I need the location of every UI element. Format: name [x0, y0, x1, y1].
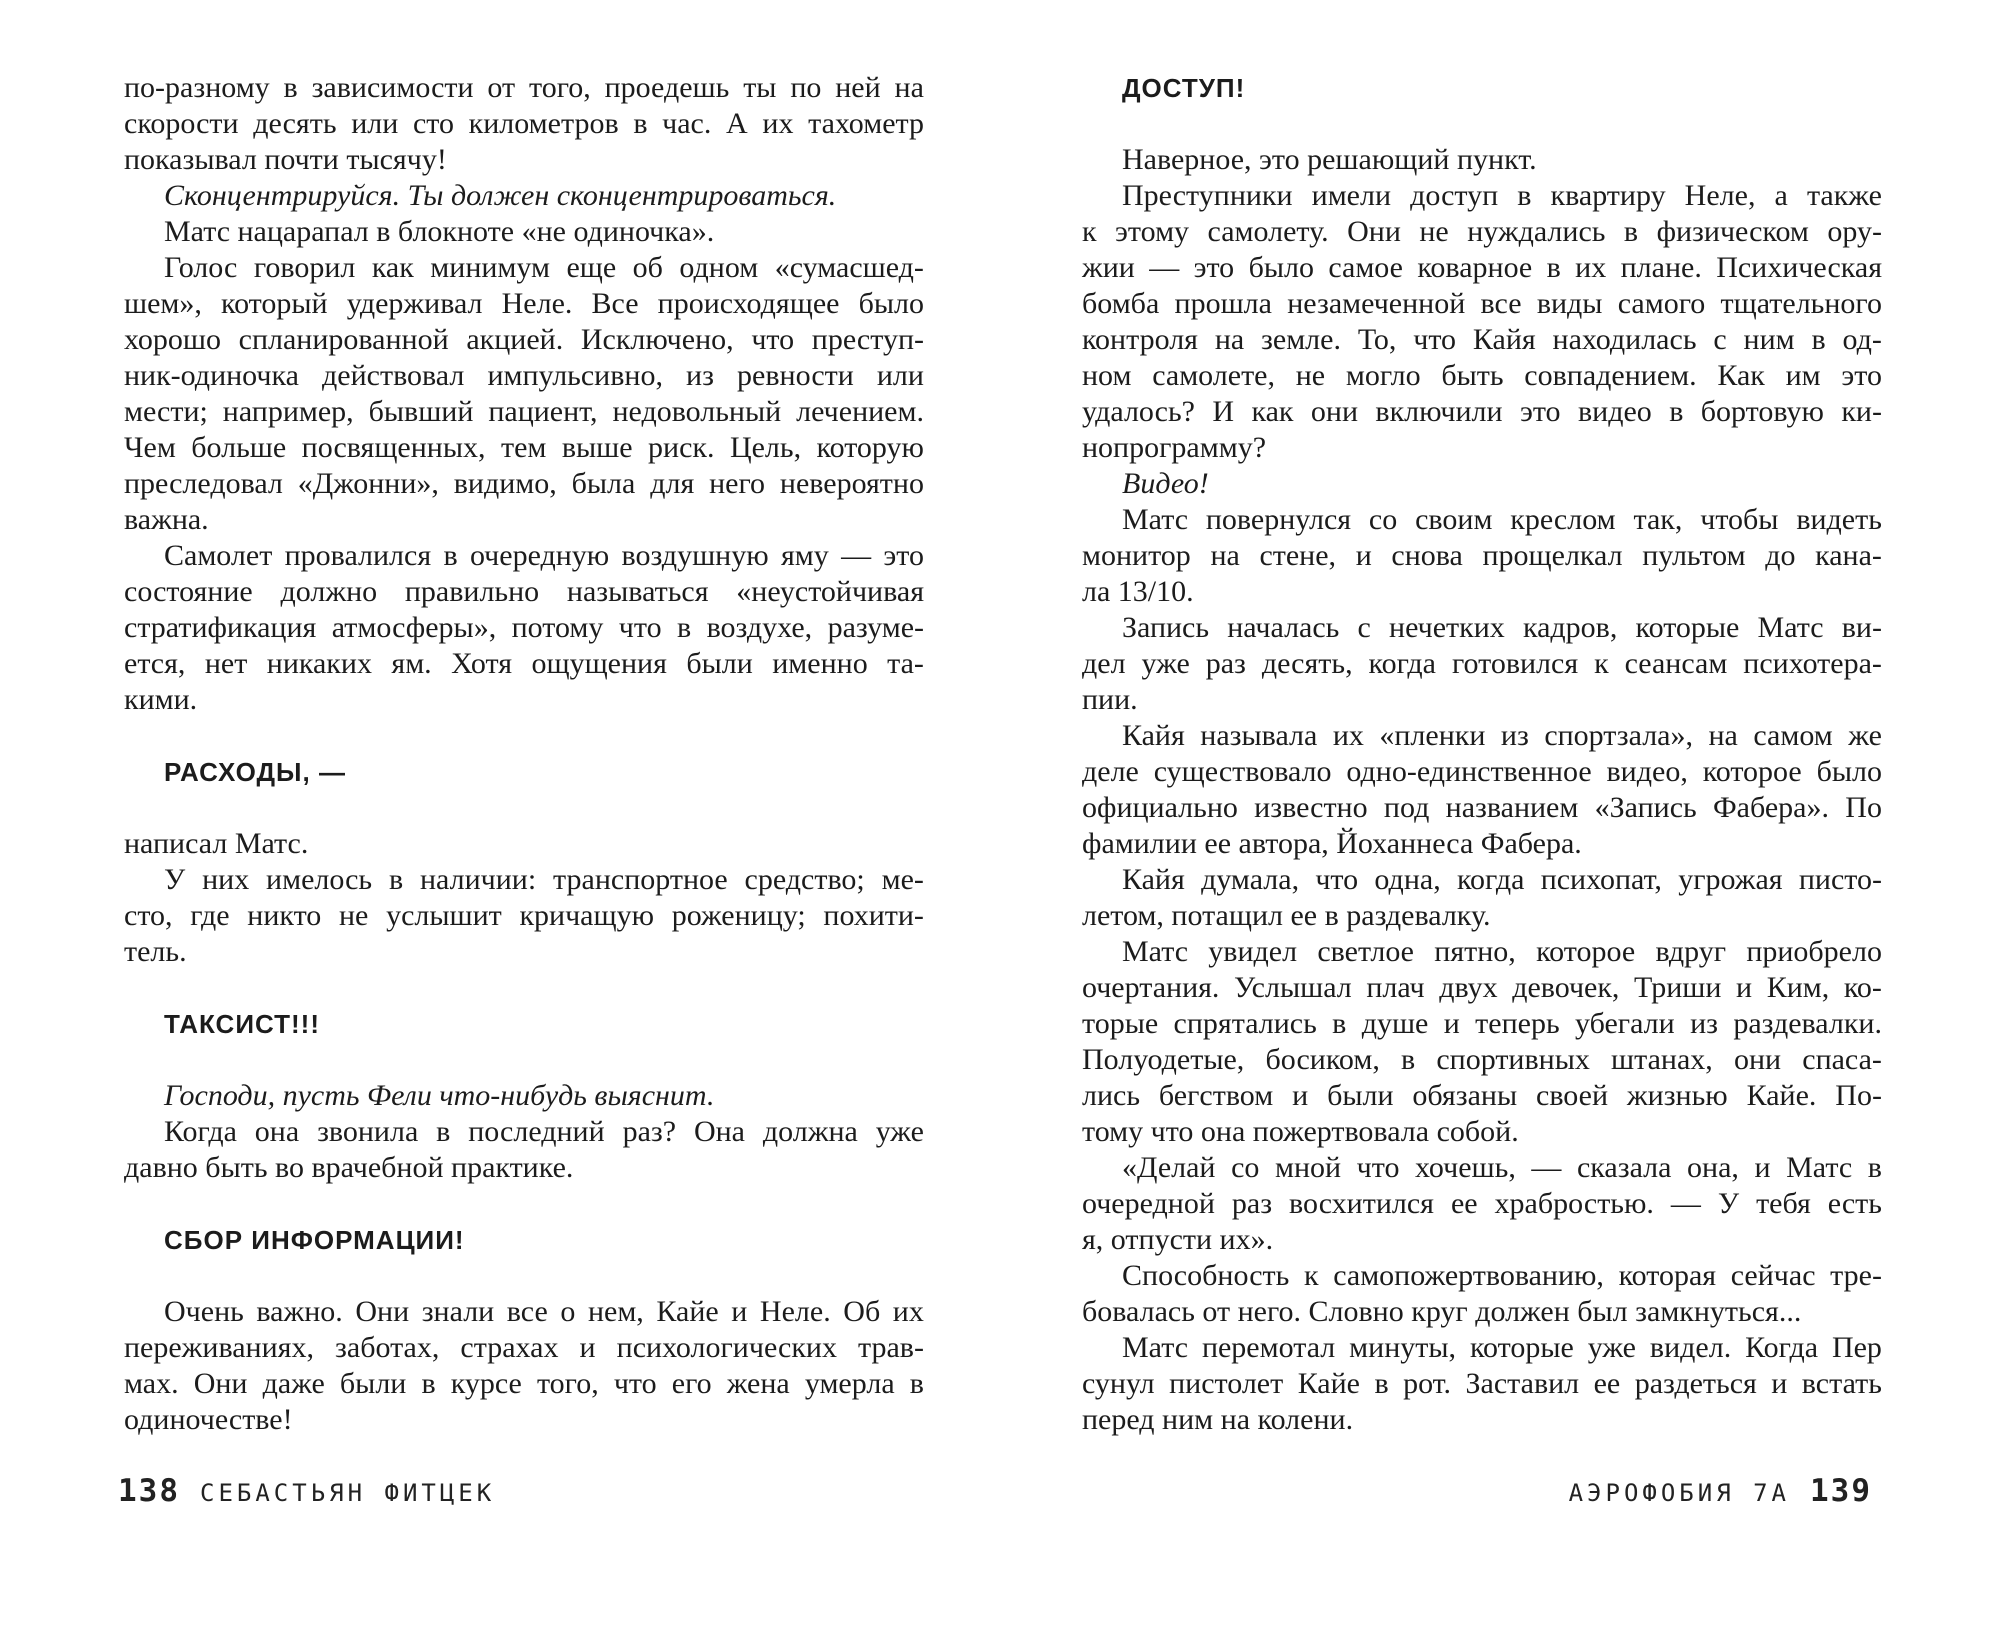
running-title: СЕБАСТЬЯН ФИТЦЕК — [200, 1479, 496, 1507]
text-line: ется, нет никаких ям. Хотя ощущения были именно та- — [124, 647, 924, 680]
text-line: Господи, пусть Фели что-нибудь выяснит. — [164, 1079, 715, 1112]
text-line: скорости десять или сто километров в час. А их тахометр — [124, 107, 924, 140]
text-line: «Делай со мной что хочешь, — сказала она, и Матс в — [1122, 1151, 1882, 1184]
text-line: деле существовало одно-единственное видео, которое было — [1082, 755, 1882, 788]
text-line: жии — это было самое коварное в их плане. Психическая — [1082, 251, 1882, 284]
text-line: Видео! — [1122, 467, 1209, 500]
text-line: удалось? И как они включили это видео в бортовую ки- — [1082, 395, 1882, 428]
text-line: написал Матс. — [124, 827, 309, 860]
text-line: официально известно под названием «Запись Фабера». По — [1082, 791, 1882, 824]
spacer — [1082, 106, 1882, 142]
text-line: Кайя называла их «пленки из спортзала», на самом же — [1122, 719, 1882, 752]
text-line: Способность к самопожертвованию, которая сейчас тре- — [1122, 1259, 1882, 1292]
text-line: перед ним на колени. — [1082, 1403, 1354, 1436]
text-line: ла 13/10. — [1082, 575, 1194, 608]
text-line: ник-одиночка действовал импульсивно, из ревности или — [124, 359, 924, 392]
text-line: лись бегством и были обязаны своей жизнью Кайе. По- — [1082, 1079, 1882, 1112]
text-line: стратификация атмосферы», потому что в воздухе, разуме- — [124, 611, 924, 644]
text-line: очередной раз восхитился ее храбростью. — У тебя есть — [1082, 1187, 1882, 1220]
spacer — [124, 1042, 924, 1078]
text-line: одиночестве! — [124, 1403, 293, 1436]
text-line: Кайя думала, что одна, когда психопат, угрожая писто- — [1122, 863, 1882, 896]
text-line: Наверное, это решающий пункт. — [1122, 143, 1537, 176]
spacer — [124, 718, 924, 754]
running-title: АЭРОФОБИЯ 7А — [1568, 1479, 1790, 1507]
text-line: Сконцентрируйся. Ты должен сконцентрироваться. — [164, 179, 837, 212]
text-line: сто, где никто не услышит кричащую роженицу; похити- — [124, 899, 924, 932]
text-line: нопрограмму? — [1082, 431, 1267, 464]
text-line: шем», который удерживал Неле. Все происходящее было — [124, 287, 924, 320]
text-line: Матс нацарапал в блокноте «не одиночка». — [164, 215, 715, 248]
text-line: переживаниях, заботах, страхах и психологических трав- — [124, 1331, 924, 1364]
section-heading: ТАКСИСТ!!! — [164, 1009, 320, 1039]
text-line: Чем больше посвященных, тем выше риск. Цель, которую — [124, 431, 924, 464]
text-line: дел уже раз десять, когда готовился к сеансам психотера- — [1082, 647, 1882, 680]
text-line: мах. Они даже были в курсе того, что его жена умерла в — [124, 1367, 924, 1400]
text-line: Очень важно. Они знали все о нем, Кайе и Неле. Об их — [164, 1295, 924, 1328]
text-line: мести; например, бывший пациент, недовольный лечением. — [124, 395, 924, 428]
text-line: Голос говорил как минимум еще об одном «сумасшед- — [164, 251, 924, 284]
text-line: монитор на стене, и снова прощелкал пультом до кана- — [1082, 539, 1882, 572]
text-line: пии. — [1082, 683, 1138, 716]
spacer — [124, 970, 924, 1006]
right-page-footer — [1569, 1473, 1872, 1509]
text-line: к этому самолету. Они не нуждались в физическом ору- — [1082, 215, 1882, 248]
text-line: я, отпусти их». — [1082, 1223, 1274, 1256]
text-line: Запись началась с нечетких кадров, которые Матс ви- — [1122, 611, 1882, 644]
text-line: бовалась от него. Словно круг должен был замкнуться... — [1082, 1295, 1802, 1328]
text-line: фамилии ее автора, Йоханнеса Фабера. — [1082, 827, 1582, 860]
text-line: контроля на земле. То, что Кайя находилась с ним в од- — [1082, 323, 1882, 356]
text-line: тому что она пожертвовала собой. — [1082, 1115, 1519, 1148]
text-line: летом, потащил ее в раздевалку. — [1082, 899, 1491, 932]
text-line: Матс повернулся со своим креслом так, чтобы видеть — [1122, 503, 1882, 536]
section-heading: СБОР ИНФОРМАЦИИ! — [164, 1225, 465, 1255]
text-line: торые спрятались в душе и теперь убегали из раздевалки. — [1082, 1007, 1882, 1040]
page-number: 139 — [1810, 1473, 1872, 1509]
text-line: состояние должно правильно называться «неустойчивая — [124, 575, 924, 608]
text-line: ном самолете, не могло быть совпадением. Как им это — [1082, 359, 1882, 392]
text-line: У них имелось в наличии: транспортное средство; ме- — [164, 863, 924, 896]
text-line: кими. — [124, 683, 198, 716]
text-line: показывал почти тысячу! — [124, 143, 447, 176]
text-line: по-разному в зависимости от того, проедешь ты по ней на — [124, 71, 924, 104]
text-line: очертания. Услышал плач двух девочек, Триши и Ким, ко- — [1082, 971, 1882, 1004]
text-line: Матс перемотал минуты, которые уже видел. Когда Пер — [1122, 1331, 1882, 1364]
left-page-footer — [118, 1473, 495, 1509]
text-line: важна. — [124, 503, 209, 536]
text-line: хорошо спланированной акцией. Исключено, что преступ- — [124, 323, 924, 356]
text-line: Когда она звонила в последний раз? Она должна уже — [164, 1115, 924, 1148]
text-line: Полуодетые, босиком, в спортивных штанах, они спаса- — [1082, 1043, 1882, 1076]
text-line: сунул пистолет Кайе в рот. Заставил ее раздеться и встать — [1082, 1367, 1882, 1400]
right-page-text — [1082, 70, 1882, 1438]
text-line: давно быть во врачебной практике. — [124, 1151, 574, 1184]
text-line: бомба прошла незамеченной все виды самого тщательного — [1082, 287, 1882, 320]
page-number: 138 — [118, 1473, 180, 1509]
text-line: Матс увидел светлое пятно, которое вдруг приобрело — [1122, 935, 1882, 968]
spacer — [124, 1258, 924, 1294]
left-page-text — [124, 70, 924, 1438]
text-line: тель. — [124, 935, 187, 968]
spacer — [124, 1186, 924, 1222]
section-heading: РАСХОДЫ, — — [164, 757, 346, 787]
text-line: Преступники имели доступ в квартиру Неле, а также — [1122, 179, 1882, 212]
text-line: Самолет провалился в очередную воздушную яму — это — [164, 539, 924, 572]
section-heading: ДОСТУП! — [1122, 73, 1246, 103]
text-line: преследовал «Джонни», видимо, была для него невероятно — [124, 467, 924, 500]
spacer — [124, 790, 924, 826]
